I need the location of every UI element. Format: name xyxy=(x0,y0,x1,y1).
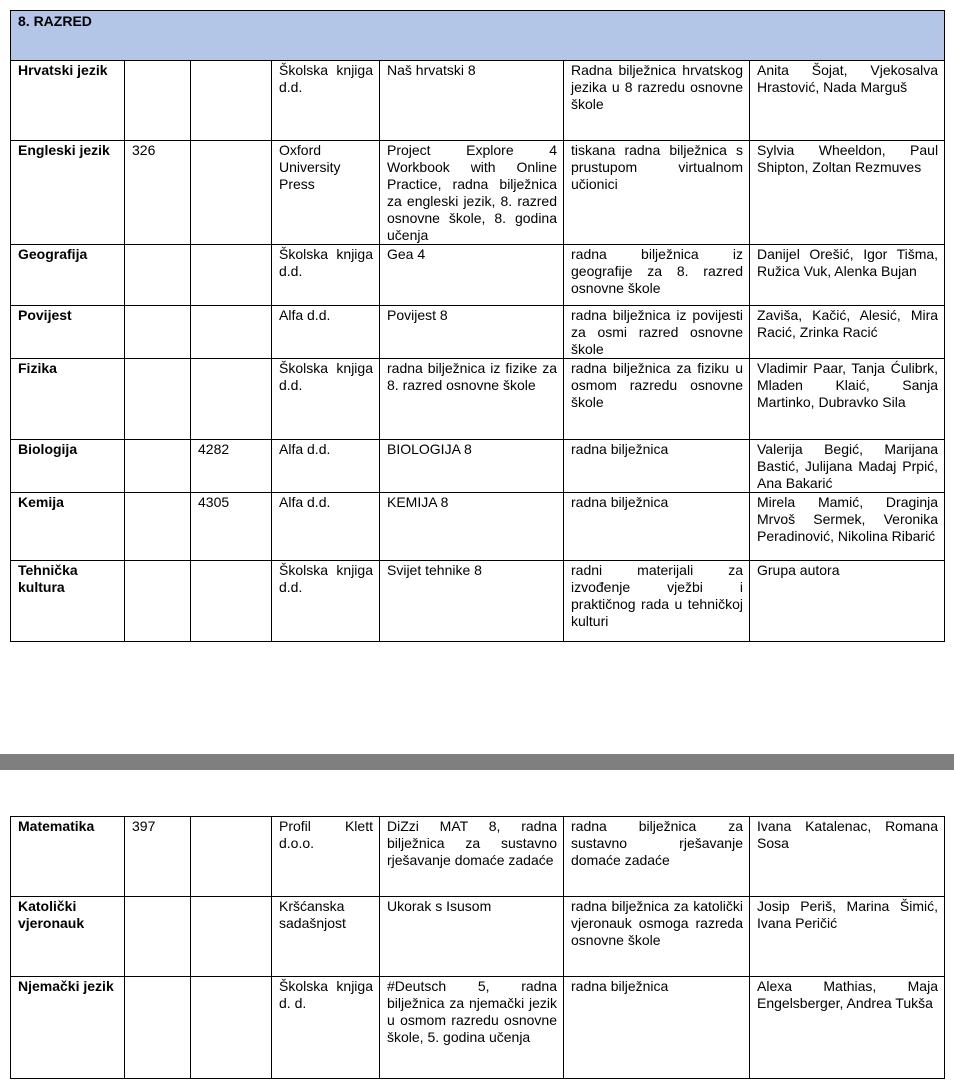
subject-cell: Povijest xyxy=(11,306,125,359)
publisher-cell: Oxford University Press xyxy=(272,141,380,245)
table-row xyxy=(11,440,945,493)
catalog-number-cell: 4282 xyxy=(191,440,272,493)
title-cell: Povijest 8 xyxy=(380,306,564,359)
catalog-number-cell xyxy=(191,561,272,642)
code-cell xyxy=(125,359,191,440)
authors-cell: Ivana Katalenac, Romana Sosa xyxy=(750,817,945,897)
catalog-number-cell xyxy=(191,977,272,1079)
code-cell xyxy=(125,493,191,561)
table-row xyxy=(11,977,945,1079)
title-cell: BIOLOGIJA 8 xyxy=(380,440,564,493)
catalog-number-cell xyxy=(191,359,272,440)
catalog-number-cell xyxy=(191,897,272,977)
publisher-cell: Alfa d.d. xyxy=(272,493,380,561)
material-type-cell: radna bilježnica xyxy=(564,977,750,1079)
catalog-number-cell xyxy=(191,141,272,245)
catalog-number-cell xyxy=(191,817,272,897)
title-cell: Svijet tehnike 8 xyxy=(380,561,564,642)
title-cell: radna bilježnica iz fizike za 8. razred osnovne škole xyxy=(380,359,564,440)
table-row xyxy=(11,817,945,897)
code-cell: 326 xyxy=(125,141,191,245)
table-row xyxy=(11,141,945,245)
authors-cell: Sylvia Wheeldon, Paul Shipton, Zoltan Rezmuves xyxy=(750,141,945,245)
title-cell: Gea 4 xyxy=(380,245,564,306)
material-type-cell: Radna bilježnica hrvatskog jezika u 8 razredu osnovne škole xyxy=(564,61,750,141)
table2-body xyxy=(11,817,945,1079)
subject-cell: Fizika xyxy=(11,359,125,440)
catalog-number-cell: 4305 xyxy=(191,493,272,561)
title-cell: KEMIJA 8 xyxy=(380,493,564,561)
grade-heading: 8. RAZRED xyxy=(11,11,945,61)
authors-cell: Valerija Begić, Marijana Bastić, Julijana Madaj Prpić, Ana Bakarić xyxy=(750,440,945,493)
material-type-cell: radna bilježnica xyxy=(564,493,750,561)
subject-cell: Biologija xyxy=(11,440,125,493)
table-row xyxy=(11,493,945,561)
publisher-cell: Školska knjiga d. d. xyxy=(272,977,380,1079)
publisher-cell: Školska knjiga d.d. xyxy=(272,359,380,440)
table-row xyxy=(11,61,945,141)
subject-cell: Tehnička kultura xyxy=(11,561,125,642)
subject-cell: Katolički vjeronauk xyxy=(11,897,125,977)
publisher-cell: Školska knjiga d.d. xyxy=(272,561,380,642)
code-cell xyxy=(125,61,191,141)
page-divider xyxy=(0,754,954,770)
table-row xyxy=(11,561,945,642)
title-cell: #Deutsch 5, radna bilježnica za njemački jezik u osmom razredu osnovne škole, 5. godina učenja xyxy=(380,977,564,1079)
subject-cell: Kemija xyxy=(11,493,125,561)
subject-cell: Geografija xyxy=(11,245,125,306)
code-cell: 397 xyxy=(125,817,191,897)
table-row xyxy=(11,306,945,359)
authors-cell: Grupa autora xyxy=(750,561,945,642)
publisher-cell: Alfa d.d. xyxy=(272,306,380,359)
title-cell: Naš hrvatski 8 xyxy=(380,61,564,141)
publisher-cell: Alfa d.d. xyxy=(272,440,380,493)
authors-cell: Anita Šojat, Vjekosalva Hrastović, Nada Marguš xyxy=(750,61,945,141)
authors-cell: Zaviša, Kačić, Alesić, Mira Racić, Zrinka Racić xyxy=(750,306,945,359)
workbook-table-grade8 xyxy=(10,10,945,642)
publisher-cell: Profil Klett d.o.o. xyxy=(272,817,380,897)
code-cell xyxy=(125,440,191,493)
authors-cell: Mirela Mamić, Draginja Mrvoš Sermek, Veronika Peradinović, Nikolina Ribarić xyxy=(750,493,945,561)
catalog-number-cell xyxy=(191,245,272,306)
title-cell: Ukorak s Isusom xyxy=(380,897,564,977)
table-row xyxy=(11,897,945,977)
catalog-number-cell xyxy=(191,306,272,359)
workbook-table-grade8-continued xyxy=(10,816,945,1079)
code-cell xyxy=(125,897,191,977)
table-row xyxy=(11,245,945,306)
table1-body xyxy=(11,11,945,642)
publisher-cell: Školska knjiga d.d. xyxy=(272,245,380,306)
subject-cell: Hrvatski jezik xyxy=(11,61,125,141)
code-cell xyxy=(125,977,191,1079)
authors-cell: Vladimir Paar, Tanja Ćulibrk, Mladen Klaić, Sanja Martinko, Dubravko Sila xyxy=(750,359,945,440)
code-cell xyxy=(125,561,191,642)
title-cell: Project Explore 4 Workbook with Online Practice, radna bilježnica za engleski jezik, 8. razred osnovne škole, 8. godina učenja xyxy=(380,141,564,245)
subject-cell: Matematika xyxy=(11,817,125,897)
publisher-cell: Kršćanska sadašnjost xyxy=(272,897,380,977)
code-cell xyxy=(125,245,191,306)
authors-cell: Danijel Orešić, Igor Tišma, Ružica Vuk, Alenka Bujan xyxy=(750,245,945,306)
table-row xyxy=(11,359,945,440)
material-type-cell: radni materijali za izvođenje vježbi i praktičnog rada u tehničkoj kulturi xyxy=(564,561,750,642)
authors-cell: Josip Periš, Marina Šimić, Ivana Peričić xyxy=(750,897,945,977)
subject-cell: Engleski jezik xyxy=(11,141,125,245)
publisher-cell: Školska knjiga d.d. xyxy=(272,61,380,141)
subject-cell: Njemački jezik xyxy=(11,977,125,1079)
material-type-cell: radna bilježnica za sustavno rješavanje domaće zadaće xyxy=(564,817,750,897)
material-type-cell: radna bilježnica iz povijesti za osmi razred osnovne škole xyxy=(564,306,750,359)
authors-cell: Alexa Mathias, Maja Engelsberger, Andrea Tukša xyxy=(750,977,945,1079)
material-type-cell: radna bilježnica za fiziku u osmom razredu osnovne škole xyxy=(564,359,750,440)
title-cell: DiZzi MAT 8, radna bilježnica za sustavno rješavanje domaće zadaće xyxy=(380,817,564,897)
catalog-number-cell xyxy=(191,61,272,141)
material-type-cell: radna bilježnica za katolički vjeronauk osmoga razreda osnovne škole xyxy=(564,897,750,977)
material-type-cell: tiskana radna bilježnica s prustupom virtualnom učionici xyxy=(564,141,750,245)
material-type-cell: radna bilježnica xyxy=(564,440,750,493)
material-type-cell: radna bilježnica iz geografije za 8. razred osnovne škole xyxy=(564,245,750,306)
grade-header-row xyxy=(11,11,945,61)
code-cell xyxy=(125,306,191,359)
